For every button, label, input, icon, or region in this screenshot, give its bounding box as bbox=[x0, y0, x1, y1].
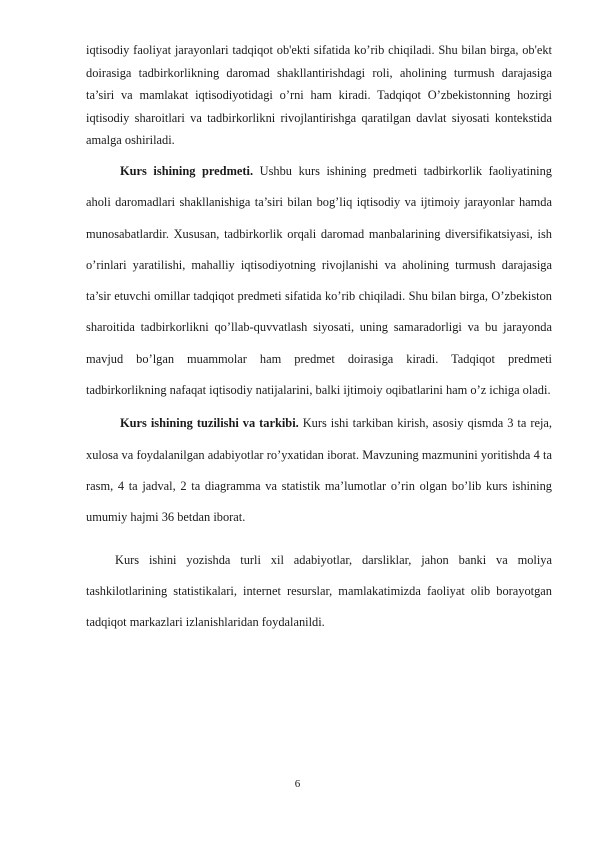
paragraph-text: iqtisodiy faoliyat jarayonlari tadqiqot ob'ekti sifatida ko’rib chiqiladi. Shu bilan birga, ob'ekt doirasiga tadbirkorlikning daromad shakllantirishdagi roli, aholining turmush darajasiga ta’siri va mamlakat iqtisodiyotidagi o’rni ham kiradi. Tadqiqot O’zbekistonning hozirgi iqtisodiy sharoitlari va tadbirkorlikni rivojlantirishga qaratilgan davlat siyosati kontekstida amalga oshiriladi. bbox=[86, 43, 552, 148]
paragraph-object-continuation bbox=[86, 39, 552, 152]
paragraph-structure bbox=[86, 408, 552, 533]
paragraph-sources bbox=[86, 545, 552, 639]
paragraph-text: Kurs ishini yozishda turli xil adabiyotlar, darsliklar, jahon banki va moliya tashkilotlarining statistikalari, internet resurslar, mamlakatimizda faoliyat olib borayotgan tadqiqot markazlari izlanishlaridan foydalanildi. bbox=[86, 552, 552, 630]
paragraph-heading: Kurs ishining predmeti. bbox=[120, 163, 254, 178]
paragraph-text: Kurs ishi tarkiban kirish, asosiy qismda 3 ta reja, xulosa va foydalanilgan adabiyotlar ro’yxatidan iborat. Mavzuning mazmunini yoritishda 4 ta rasm, 4 ta jadval, 2 ta diagramma va statistik ma’lumotlar o’rin olgan bo’lib kurs ishining umumiy hajmi 36 betdan iborat. bbox=[86, 416, 552, 525]
paragraph-subject bbox=[86, 156, 552, 406]
document-page bbox=[86, 39, 552, 638]
paragraph-text: Ushbu kurs ishining predmeti tadbirkorlik faoliyatining aholi daromadlari shakllanishiga ta’siri bilan bog’liq iqtisodiy va ijtimoiy jarayonlar hamda munosabatlardir. Xususan, tadbirkorlik orqali daromad manbalarining diversifikatsiyasi, ish o’rinlari yaratilishi, mahalliy iqtisodiyotning rivojlanishi va aholining turmush darajasiga ta’sir etuvchi omillar tadqiqot predmeti sifatida ko’rib chiqiladi. Shu bilan birga, O’zbekiston sharoitida tadbirkorlikni qo’llab-quvvatlash siyosati, uning samaradorligi va bu jarayonda mavjud bo’lgan muammolar ham predmet doirasiga kiradi. Tadqiqot predmeti tadbirkorlikning nafaqat iqtisodiy natijalarini, balki ijtimoiy oqibatlarini ham o’z ichiga oladi. bbox=[86, 163, 552, 398]
page-number: 6 bbox=[294, 778, 301, 790]
paragraph-heading: Kurs ishining tuzilishi va tarkibi. bbox=[120, 416, 299, 431]
